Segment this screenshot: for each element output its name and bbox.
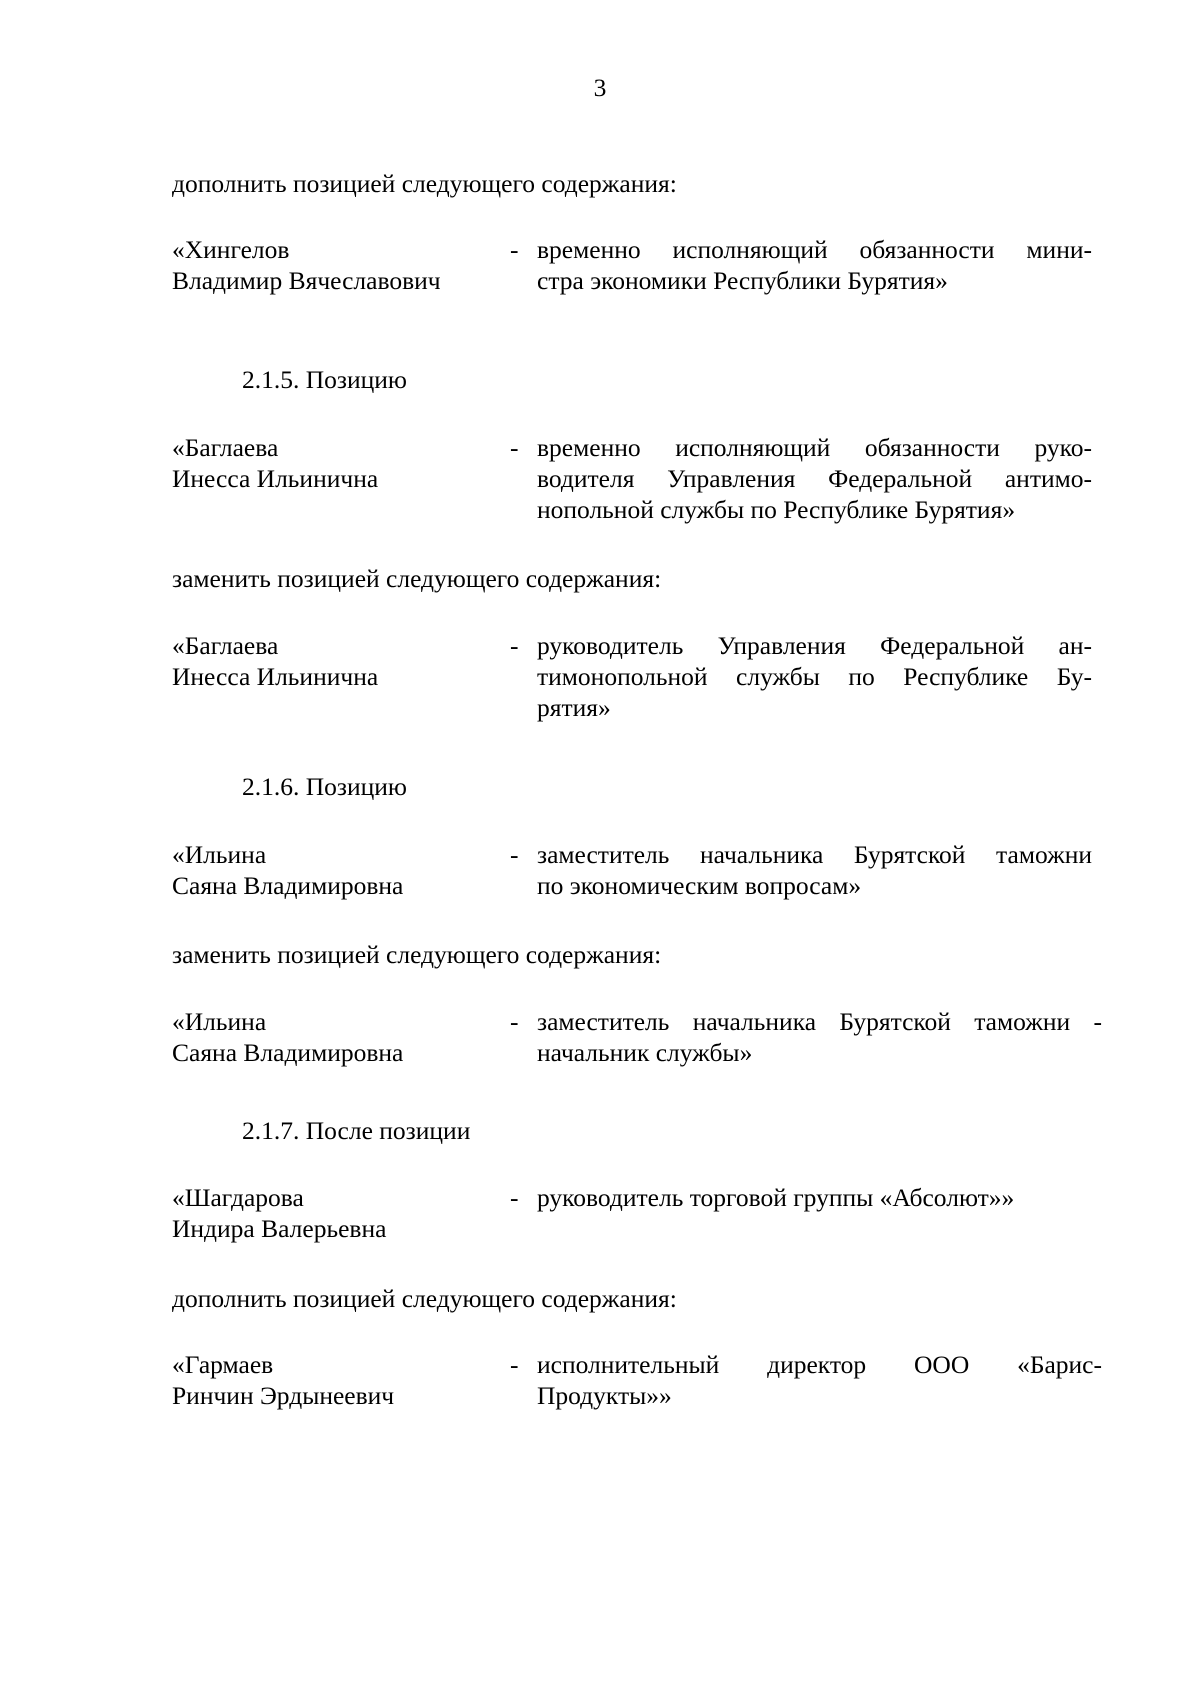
entry-dash: - bbox=[510, 235, 519, 264]
instruction-text: заменить позицией следующего содержания: bbox=[172, 564, 662, 593]
entry-description-line: рятия» bbox=[537, 693, 611, 722]
entry-name-line: Саяна Владимировна bbox=[172, 1038, 404, 1067]
entry-name-line: «Ильина bbox=[172, 1007, 267, 1036]
entry-description bbox=[537, 1006, 1102, 1069]
entry-description-line: нопольной службы по Республике Бурятия» bbox=[537, 495, 1016, 524]
entry-dash: - bbox=[510, 433, 519, 462]
entry-description-line: руководитель торговой группы «Абсолют»» bbox=[537, 1183, 1015, 1212]
section-heading: 2.1.5. Позицию bbox=[242, 365, 407, 394]
entry-description-line: заместитель начальника Бурятской таможни - bbox=[537, 1007, 1102, 1036]
entry-description bbox=[537, 234, 1092, 297]
entry-name-line: «Хингелов bbox=[172, 235, 290, 264]
section-heading: 2.1.6. Позицию bbox=[242, 772, 407, 801]
entry-description-line: временно исполняющий обязанности руко- bbox=[537, 433, 1092, 462]
entry-description bbox=[537, 432, 1092, 526]
entry-name-line: Инесса Ильинична bbox=[172, 662, 379, 691]
entry-description bbox=[537, 1182, 1092, 1214]
entry-description-line: начальник службы» bbox=[537, 1038, 753, 1067]
entry-description-line: водителя Управления Федеральной антимо- bbox=[537, 464, 1092, 493]
entry-dash: - bbox=[510, 840, 519, 869]
entry-description-line: тимонопольной службы по Республике Бу- bbox=[537, 662, 1092, 691]
entry-description-line: по экономическим вопросам» bbox=[537, 871, 862, 900]
entry-description bbox=[537, 1349, 1102, 1412]
entry-name-line: «Ильина bbox=[172, 840, 267, 869]
page-number: 3 bbox=[593, 73, 607, 102]
instruction-text: дополнить позицией следующего содержания: bbox=[172, 169, 677, 198]
entry-dash: - bbox=[510, 1350, 519, 1379]
entry-name-line: Владимир Вячеславович bbox=[172, 266, 441, 295]
entry-name-line: Саяна Владимировна bbox=[172, 871, 404, 900]
entry-description bbox=[537, 839, 1092, 902]
entry-name-line: Индира Валерьевна bbox=[172, 1214, 387, 1243]
entry-description-line: временно исполняющий обязанности мини- bbox=[537, 235, 1092, 264]
entry-name-line: «Шагдарова bbox=[172, 1183, 304, 1212]
instruction-text: заменить позицией следующего содержания: bbox=[172, 940, 662, 969]
entry-name-line: «Баглаева bbox=[172, 631, 279, 660]
entry-dash: - bbox=[510, 1007, 519, 1036]
entry-name-line: Ринчин Эрдынеевич bbox=[172, 1381, 395, 1410]
instruction-text: дополнить позицией следующего содержания: bbox=[172, 1284, 677, 1313]
entry-dash: - bbox=[510, 1183, 519, 1212]
entry-description-line: стра экономики Республики Бурятия» bbox=[537, 266, 948, 295]
entry-name-line: «Гармаев bbox=[172, 1350, 274, 1379]
entry-description-line: руководитель Управления Федеральной ан- bbox=[537, 631, 1092, 660]
entry-dash: - bbox=[510, 631, 519, 660]
entry-description-line: Продукты»» bbox=[537, 1381, 672, 1410]
entry-description-line: исполнительный директор ООО «Барис- bbox=[537, 1350, 1102, 1379]
entry-description-line: заместитель начальника Бурятской таможни bbox=[537, 840, 1092, 869]
entry-name-line: Инесса Ильинична bbox=[172, 464, 379, 493]
entry-name-line: «Баглаева bbox=[172, 433, 279, 462]
section-heading: 2.1.7. После позиции bbox=[242, 1116, 471, 1145]
entry-description bbox=[537, 630, 1092, 724]
